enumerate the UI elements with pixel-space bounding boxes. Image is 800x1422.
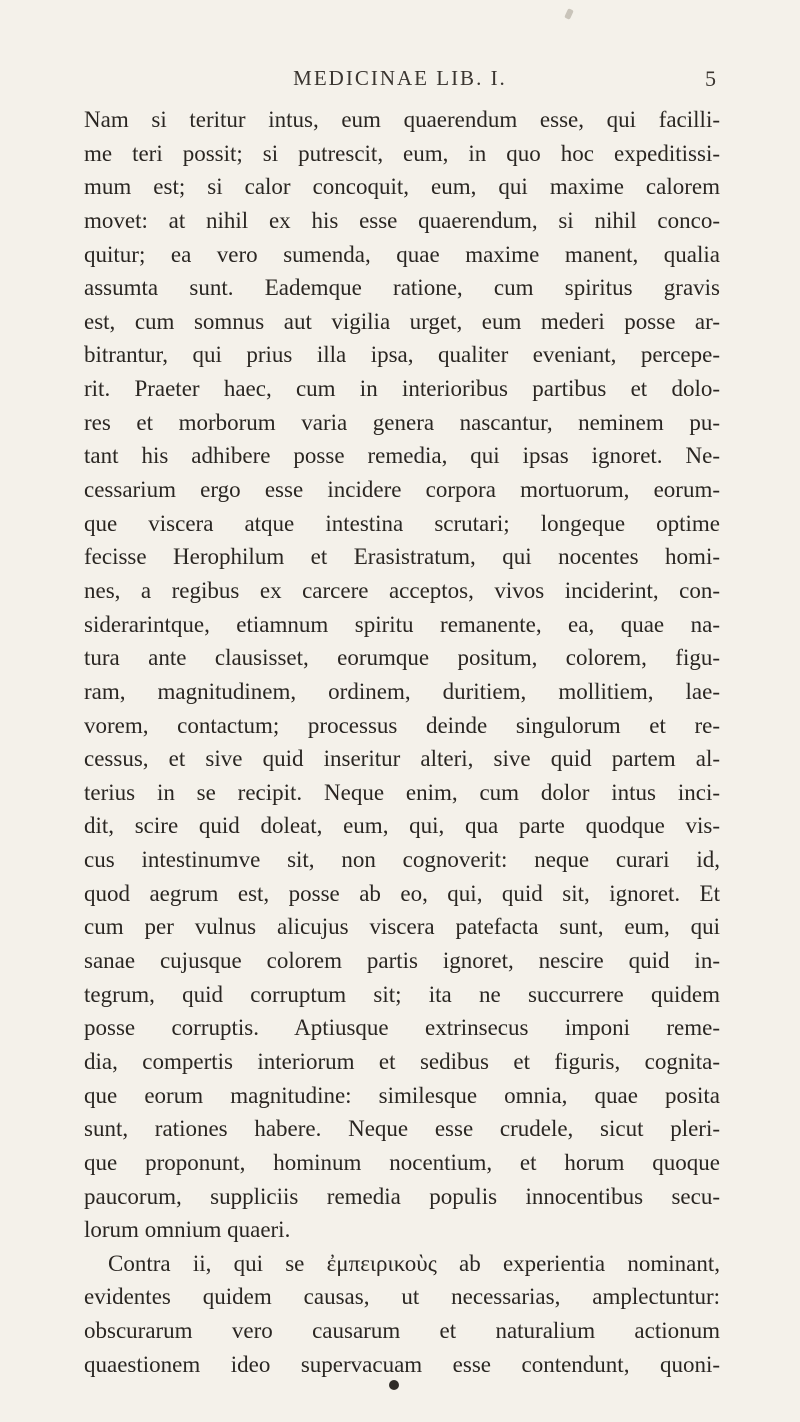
text-line: terius in se recipit. Neque enim, cum dolor intus inci- — [84, 779, 720, 805]
text-line: nes, a regibus ex carcere acceptos, vivos inciderint, con- — [84, 577, 720, 603]
text-line: cum per vulnus alicujus viscera patefacta sunt, eum, qui — [84, 914, 720, 940]
text-line: sanae cujusque colorem partis ignoret, nescire quid in- — [84, 948, 720, 974]
text-line: sunt, rationes habere. Neque esse crudele, sicut pleri- — [84, 1116, 720, 1142]
text-line: evidentes quidem causas, ut necessarias, amplectuntur: — [84, 1284, 720, 1310]
text-line: que proponunt, hominum nocentium, et horum quoque — [84, 1149, 720, 1175]
text-line: assumta sunt. Eademque ratione, cum spiritus gravis — [84, 275, 720, 301]
text-line: que viscera atque intestina scrutari; longeque optime — [84, 510, 720, 536]
text-line: quitur; ea vero sumenda, quae maxime manent, qualia — [84, 241, 720, 267]
text-line: quaestionem ideo supervacuam esse contendunt, quoni- — [84, 1351, 720, 1377]
text-line: cessarium ergo esse incidere corpora mortuorum, eorum- — [84, 477, 720, 503]
text-line: posse corruptis. Aptiusque extrinsecus imponi reme- — [84, 1015, 720, 1041]
text-line: dia, compertis interiorum et sedibus et figuris, cognita- — [84, 1048, 720, 1074]
text-line: res et morborum varia genera nascantur, neminem pu- — [84, 409, 720, 435]
text-line: paucorum, suppliciis remedia populis innocentibus secu- — [84, 1183, 720, 1209]
page-header — [0, 66, 800, 106]
text-line: obscurarum vero causarum et naturalium actionum — [84, 1318, 720, 1344]
text-line: ram, magnitudinem, ordinem, duritiem, mollitiem, lae- — [84, 678, 720, 704]
text-line: rit. Praeter haec, cum in interioribus partibus et dolo- — [84, 376, 720, 402]
text-line: cessus, et sive quid inseritur alteri, sive quid partem al- — [84, 746, 720, 772]
page-number: 5 — [705, 66, 716, 91]
running-head: MEDICINAE LIB. I. — [293, 66, 507, 90]
text-line: Nam si teritur intus, eum quaerendum esse, qui facilli- — [84, 107, 720, 132]
text-line: quod aegrum est, posse ab eo, qui, quid sit, ignoret. Et — [84, 880, 720, 906]
text-line: est, cum somnus aut vigilia urget, eum mederi posse ar- — [84, 308, 720, 334]
bullet-icon — [389, 1380, 399, 1390]
text-line: me teri possit; si putrescit, eum, in quo hoc expeditissi- — [84, 140, 720, 166]
text-line: lorum omnium quaeri. — [84, 1217, 291, 1243]
text-line: cus intestinumve sit, non cognoverit: neque curari id, — [84, 847, 720, 873]
text-line: tura ante clausisset, eorumque positum, colorem, figu- — [84, 645, 720, 671]
text-line: Contra ii, qui se ἐμπειρικοὺς ab experientia nominant, — [108, 1250, 720, 1276]
text-line: movet: at nihil ex his esse quaerendum, si nihil conco- — [84, 207, 720, 233]
text-line: tant his adhibere posse remedia, qui ipsas ignoret. Ne- — [84, 443, 720, 469]
text-line: vorem, contactum; processus deinde singulorum et re- — [84, 712, 720, 738]
text-line: tegrum, quid corruptum sit; ita ne succurrere quidem — [84, 981, 720, 1007]
text-line: mum est; si calor concoquit, eum, qui maxime calorem — [84, 174, 720, 200]
text-line: dit, scire quid doleat, eum, qui, qua parte quodque vis- — [84, 813, 720, 839]
paper-speck — [564, 8, 574, 20]
body-text — [84, 103, 720, 1381]
text-line: fecisse Herophilum et Erasistratum, qui nocentes homi- — [84, 544, 720, 570]
text-line: bitrantur, qui prius illa ipsa, qualiter eveniant, percepe- — [84, 342, 720, 368]
text-line: siderarintque, etiamnum spiritu remanente, ea, quae na- — [84, 611, 720, 637]
text-line: que eorum magnitudine: similesque omnia, quae posita — [84, 1082, 720, 1108]
